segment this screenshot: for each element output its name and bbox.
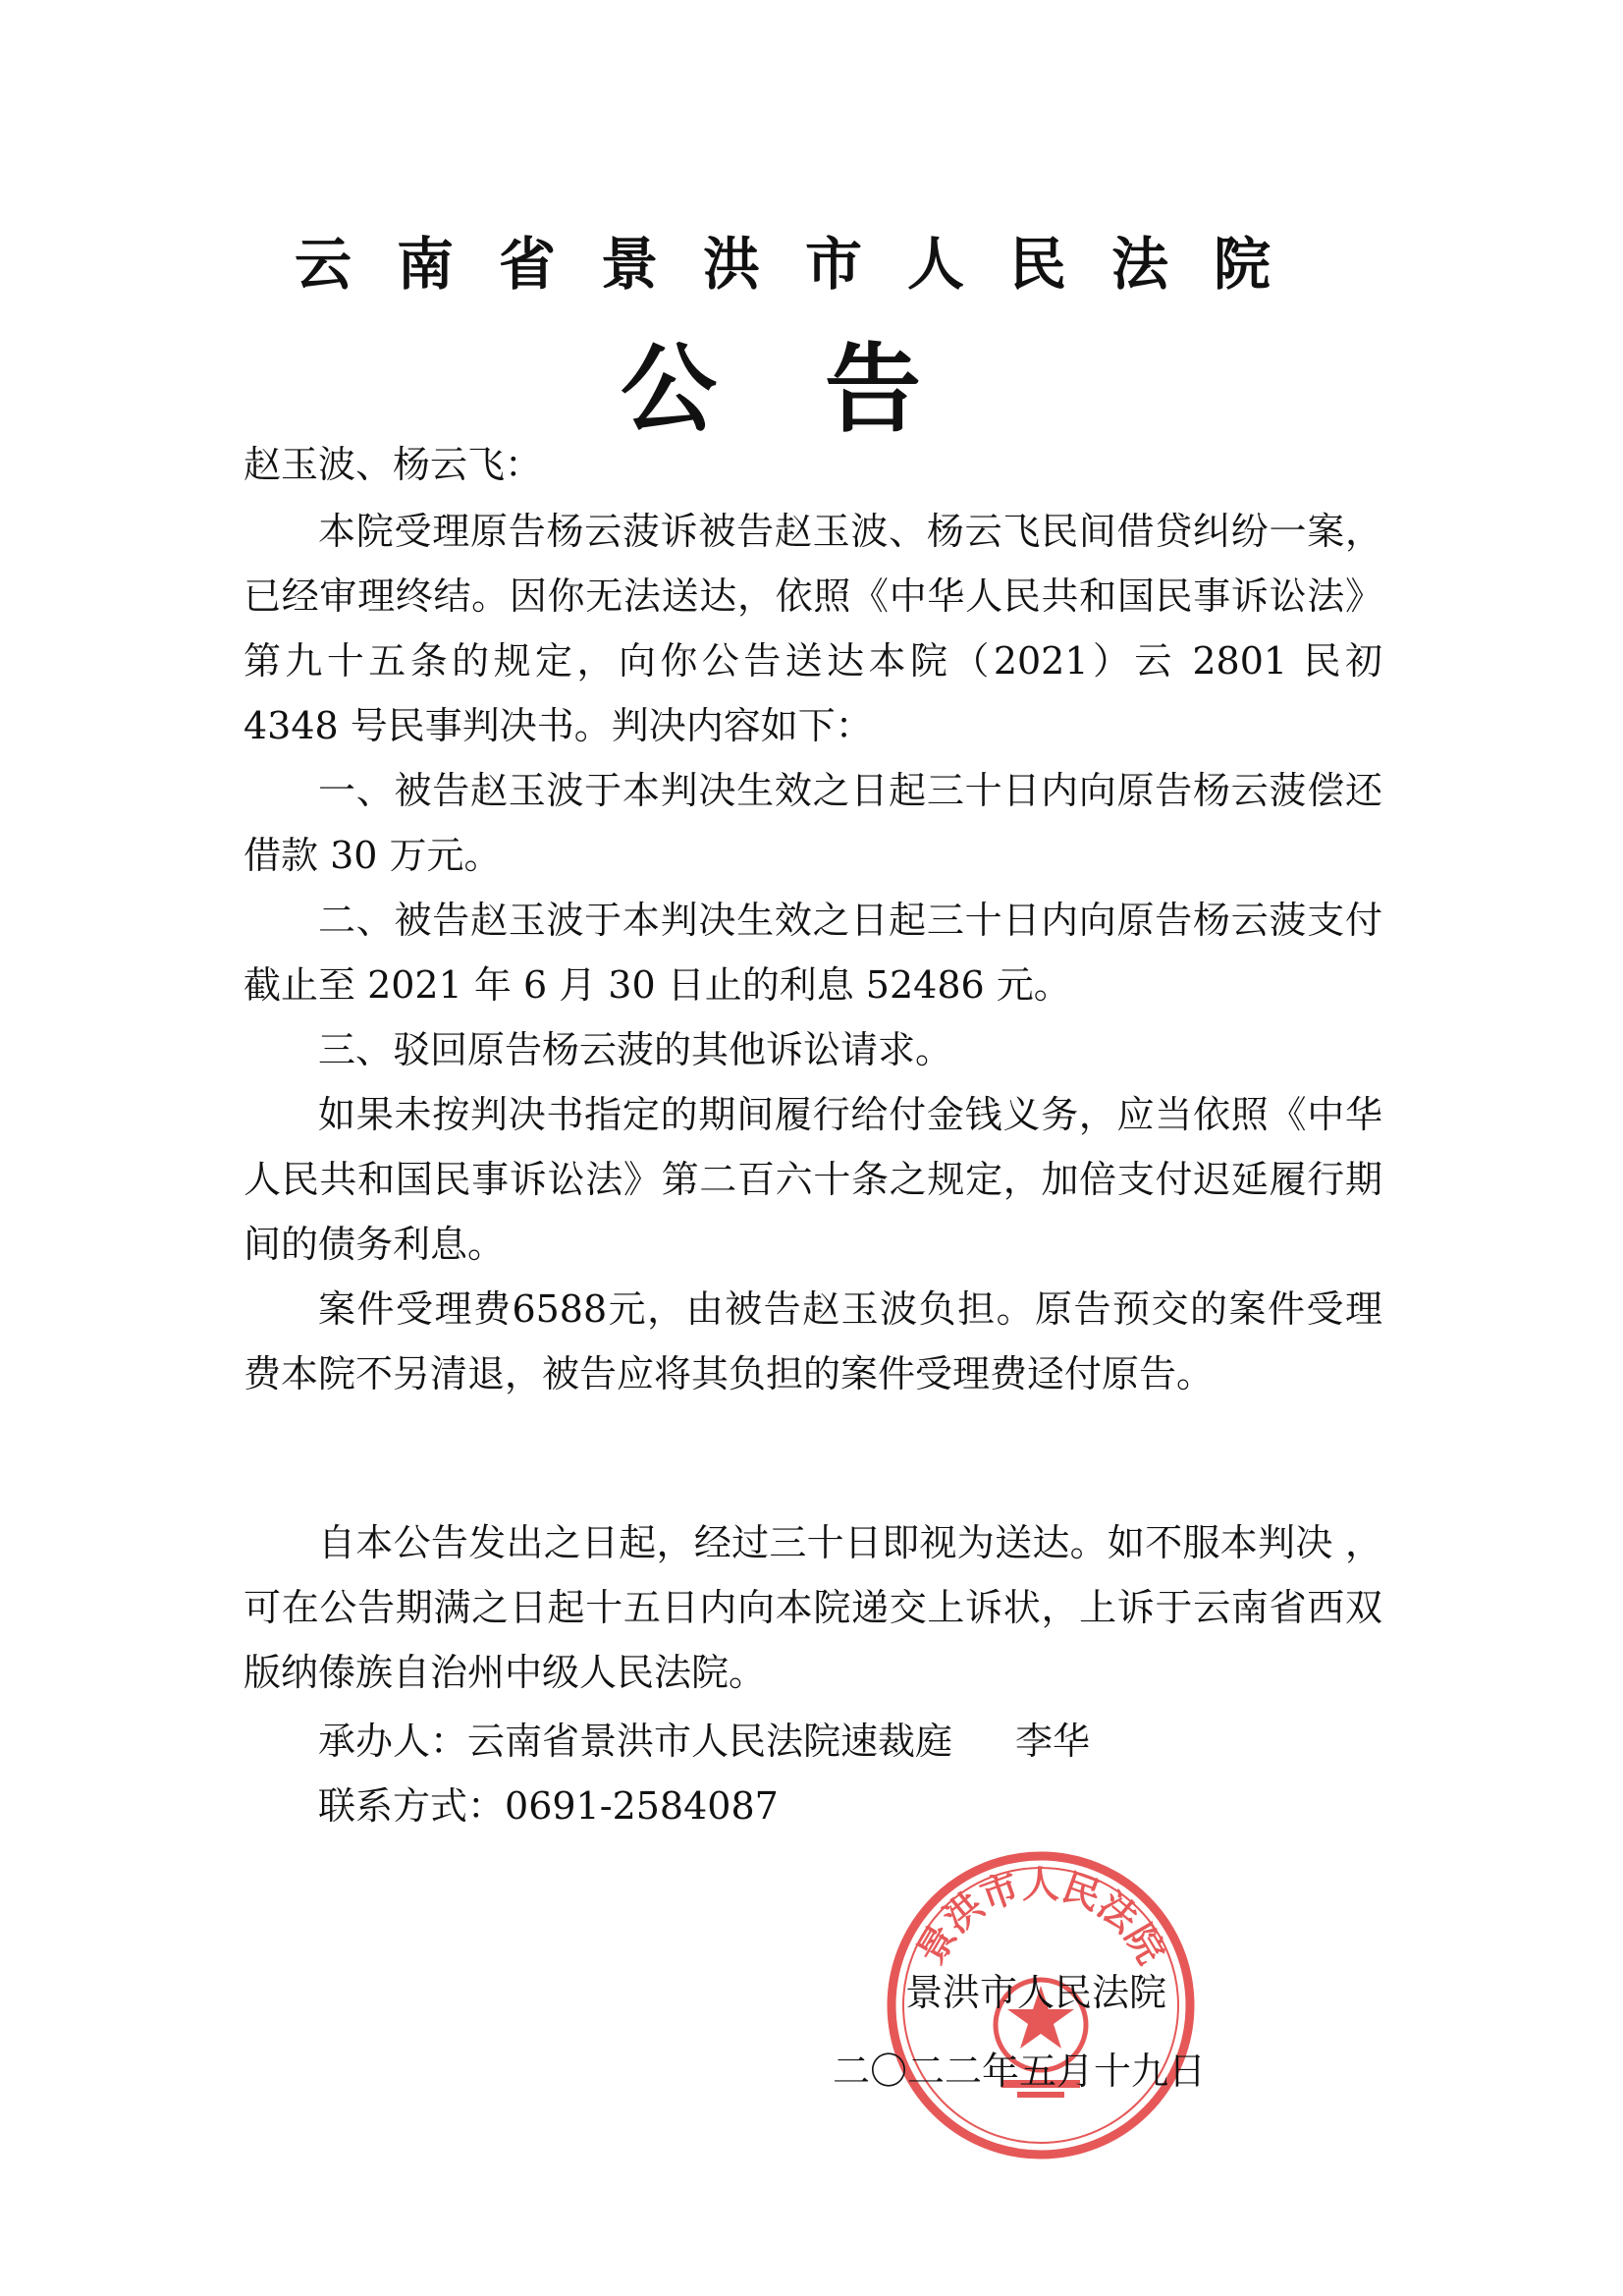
body-paragraph-intro: 本院受理原告杨云菠诉被告赵玉波、杨云飞民间借贷纠纷一案，已经审理终结。因你无法送达，依照《中华人民共和国民事诉讼法》第九十五条的规定，向你公告送达本院（2021）云 2801 民初 4348 号民事判决书。判决内容如下： [243,510,1382,747]
signature-date: 二〇二二年五月十九日 [833,2050,1207,2093]
notice-body [243,499,1382,1406]
document-type-heading: 公告 [620,334,1029,446]
addressee-text: 赵玉波、杨云飞： [243,443,543,486]
handler-name: 李华 [1015,1720,1091,1763]
body-paragraph-case-fee: 案件受理费6588元，由被告赵玉波负担。原告预交的案件受理费本院不另清退，被告应将其负担的案件受理费迳付原告。 [243,1287,1382,1395]
court-name-heading: 云南省景洪市人民法院 [294,231,1316,298]
contact-label: 联系方式： [318,1784,506,1828]
signature-court: 景洪市人民法院 [905,1971,1167,2014]
body-paragraph-delay-interest: 如果未按判决书指定的期间履行给付金钱义务，应当依照《中华人民共和国民事诉讼法》第二百六十条之规定，加倍支付迟延履行期间的债务利息。 [243,1093,1382,1266]
service-notice [243,1510,1382,1705]
contact-line [243,1774,1382,1838]
seal-text: 景洪市人民法院 [907,1862,1174,1972]
service-notice-paragraph: 自本公告发出之日起，经过三十日即视为送达。如不服本判决 ，可在公告期满之日起十五日内向本院递交上诉状，上诉于云南省西双版纳傣族自治州中级人民法院。 [243,1521,1382,1694]
handler-contact-block [243,1709,1382,1838]
body-paragraph-judgment-3: 三、驳回原告杨云菠的其他诉讼请求。 [318,1028,953,1071]
body-paragraph-judgment-2: 二、被告赵玉波于本判决生效之日起三十日内向原告杨云菠支付截止至 2021 年 6 月 30 日止的利息 52486 元。 [243,899,1382,1007]
addressee-line [243,432,1382,497]
handler-label: 承办人：云南省景洪市人民法院速裁庭 [318,1720,953,1763]
handler-line [243,1709,1382,1774]
body-paragraph-judgment-1: 一、被告赵玉波于本判决生效之日起三十日内向原告杨云菠偿还借款 30 万元。 [243,769,1382,877]
contact-phone: 0691-2584087 [505,1784,779,1828]
